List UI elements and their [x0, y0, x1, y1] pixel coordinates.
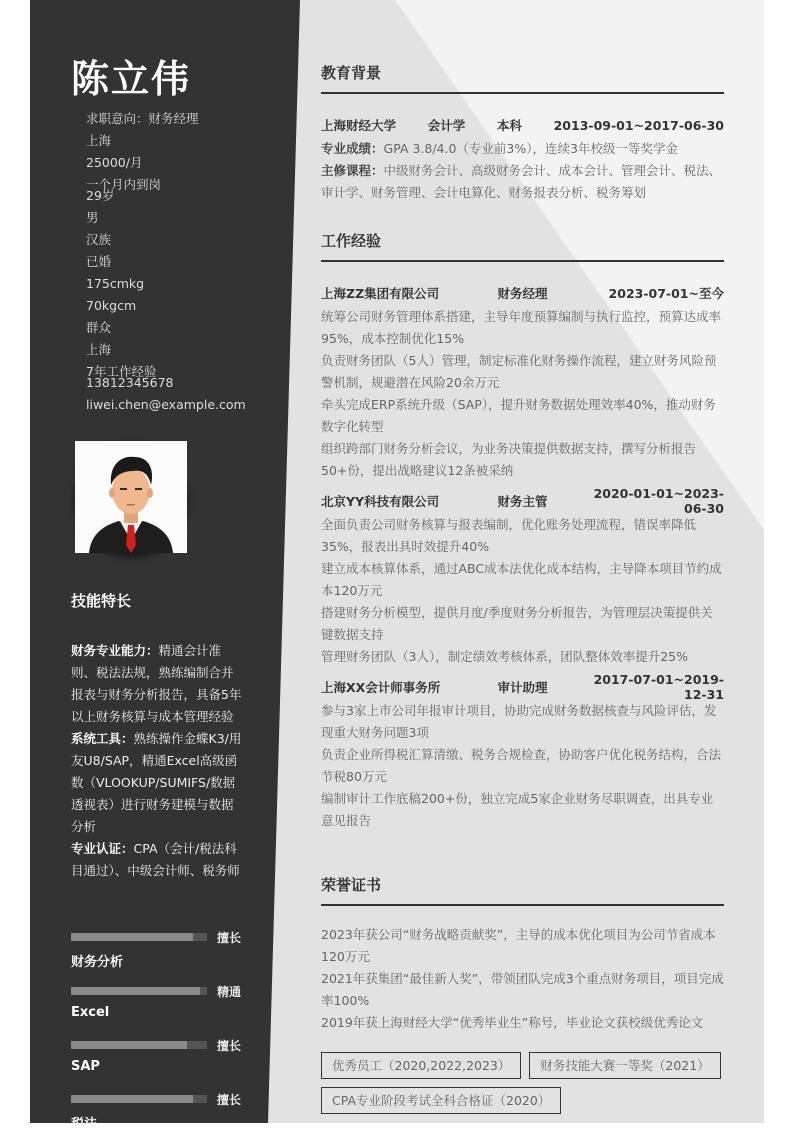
height: 175cmkg [86, 276, 145, 291]
honors-section [321, 874, 724, 1114]
work-experience-years: 7年工作经验 [86, 364, 157, 379]
job-bullet: 牵头完成ERP系统升级（SAP），提升财务数据处理效率40%，推动财务数字化转型 [321, 397, 716, 434]
age: 29岁 [86, 188, 115, 203]
gender: 男 [86, 210, 99, 225]
job-entry [321, 672, 724, 832]
skills-section-title: 技能特长 [71, 592, 132, 610]
skill-bar-row [71, 1091, 271, 1145]
skill-level: 擅长 [217, 1093, 242, 1107]
job-period: 2023-07-01~至今 [608, 286, 724, 301]
major: 会计学 [427, 118, 466, 133]
job-bullet: 建立成本核算体系，通过ABC成本法优化成本结构，主导降本项目节约成本120万元 [321, 561, 722, 598]
job-entry [321, 282, 724, 482]
job-bullet: 管理财务团队（3人），制定绩效考核体系，团队整体效率提升25% [321, 649, 688, 664]
skill-name: Excel [71, 1005, 110, 1020]
honor-item: 2023年获公司“财务战略贡献奖”，主导的成本优化项目为公司节省成本120万元 [321, 927, 716, 964]
job-position: 财务主管 [497, 494, 548, 509]
education-grades: 专业成绩：GPA 3.8/4.0（专业前3%），连续3年校级一等奖学金 [321, 141, 678, 156]
political-status: 群众 [86, 320, 112, 335]
company-name: 北京YY科技有限公司 [321, 494, 440, 509]
avatar-portrait-icon [75, 441, 187, 553]
intended-city: 上海 [86, 133, 112, 148]
education-courses: 主修课程：中级财务会计、高级财务会计、成本会计、管理会计、税法、审计学、财务管理、会计电算化、财务报表分析、税务筹划 [321, 163, 722, 200]
availability: 一个月内到岗 [86, 177, 162, 192]
degree: 本科 [496, 118, 522, 133]
skill-label: 系统工具： [71, 731, 134, 746]
job-header [321, 672, 724, 702]
candidate-name: 陈立伟 [71, 57, 192, 101]
avatar [75, 441, 187, 553]
honor-tag: 优秀员工（2020,2022,2023） [321, 1052, 521, 1079]
skill-bar-track [71, 933, 207, 941]
skill-level: 擅长 [217, 931, 242, 945]
honor-tags [321, 1052, 724, 1114]
job-bullet: 统筹公司财务管理体系搭建，主导年度预算编制与执行监控，预算达成率95%，成本控制优化15% [321, 309, 722, 346]
work-section [321, 230, 724, 832]
school-name: 上海财经大学 [321, 118, 397, 133]
marital-status: 已婚 [86, 254, 112, 269]
honor-item: 2021年获集团“最佳新人奖”，带领团队完成3个重点财务项目，项目完成率100% [321, 971, 724, 1008]
email: liwei.chen@example.com [86, 397, 246, 412]
honors-section-title: 荣誉证书 [321, 876, 382, 894]
section-divider [321, 904, 724, 906]
skill-bar-fill [71, 933, 193, 941]
company-name: 上海XX会计师事务所 [321, 680, 441, 695]
skill-bar-track [71, 1095, 207, 1103]
honor-tag: CPA专业阶段考试全科合格证（2020） [321, 1087, 561, 1114]
skills-description [71, 640, 243, 882]
skill-bar-fill [71, 1095, 193, 1103]
skill-name: 财务分析 [71, 955, 124, 970]
section-divider [321, 92, 724, 94]
skill-level: 精通 [217, 985, 242, 999]
skill-bar-row [71, 929, 271, 983]
weight: 70kgcm [86, 298, 137, 313]
skill-bar-track [71, 1041, 207, 1049]
residence: 上海 [86, 342, 112, 357]
personal-info-list [86, 108, 276, 416]
skill-label: 财务专业能力： [71, 643, 159, 658]
skill-paragraph: 系统工具：熟练操作金蝶K3/用友U8/SAP，精通Excel高级函数（VLOOKUP/SUMIFS/数据透视表）进行财务建模与数据分析 [71, 731, 242, 834]
expected-salary: 25000/月 [86, 155, 143, 170]
skill-level: 擅长 [217, 1039, 242, 1053]
skill-paragraph: 财务专业能力：精通会计准则、税法法规，熟练编制合并报表与财务分析报告，具备5年以上财务核算与成本管理经验 [71, 643, 242, 724]
job-intention: 求职意向：财务经理 [86, 111, 199, 126]
job-period: 2017-07-01~2019-12-31 [593, 672, 724, 702]
skill-bar-row [71, 1037, 271, 1091]
ethnicity: 汉族 [86, 232, 112, 247]
skill-bars [71, 929, 271, 1145]
education-section-title: 教育背景 [321, 64, 382, 82]
job-bullet: 搭建财务分析模型，提供月度/季度财务分析报告，为管理层决策提供关键数据支持 [321, 605, 713, 642]
job-position: 财务经理 [497, 286, 548, 301]
skill-paragraph: 专业认证：CPA（会计/税法科目通过）、中级会计师、税务师 [71, 841, 240, 878]
education-header [321, 114, 724, 136]
skill-name: SAP [71, 1059, 100, 1074]
section-divider [321, 260, 724, 262]
phone: 13812345678 [86, 375, 174, 390]
skill-bar-row [71, 983, 271, 1037]
education-section [321, 62, 724, 204]
skill-bar-fill [71, 987, 200, 995]
job-header [321, 282, 724, 304]
job-position: 审计助理 [497, 680, 548, 695]
company-name: 上海ZZ集团有限公司 [321, 286, 440, 301]
job-bullet: 编制审计工作底稿200+份，独立完成5家企业财务尽职调查，出具专业意见报告 [321, 791, 714, 828]
job-bullet: 负责企业所得税汇算清缴、税务合规检查，协助客户优化税务结构，合法节税80万元 [321, 747, 722, 784]
skill-bar-track [71, 987, 207, 995]
education-period: 2013-09-01~2017-06-30 [553, 117, 724, 133]
skill-name: 税法 [71, 1117, 98, 1132]
job-bullet: 负责财务团队（5人）管理，制定标准化财务操作流程，建立财务风险预警机制，规避潜在风险20余万元 [321, 353, 717, 390]
honors-list [321, 924, 724, 1034]
skill-bar-fill [71, 1041, 187, 1049]
job-period: 2020-01-01~2023-06-30 [593, 486, 724, 516]
job-bullet: 参与3家上市公司年报审计项目，协助完成财务数据核查与风险评估，发现重大财务问题3项 [321, 703, 717, 740]
skill-label: 专业认证： [71, 841, 134, 856]
job-bullet: 组织跨部门财务分析会议，为业务决策提供数据支持，撰写分析报告50+份，提出战略建议12条被采纳 [321, 441, 697, 478]
job-bullet: 全面负责公司财务核算与报表编制，优化账务处理流程，错误率降低35%，报表出具时效提升40% [321, 517, 697, 554]
resume-page [30, 0, 764, 1132]
honor-item: 2019年获上海财经大学“优秀毕业生”称号，毕业论文获校级优秀论文 [321, 1015, 704, 1030]
job-entry [321, 486, 724, 668]
job-header [321, 486, 724, 516]
work-section-title: 工作经验 [321, 232, 382, 250]
honor-tag: 财务技能大赛一等奖（2021） [529, 1052, 720, 1079]
